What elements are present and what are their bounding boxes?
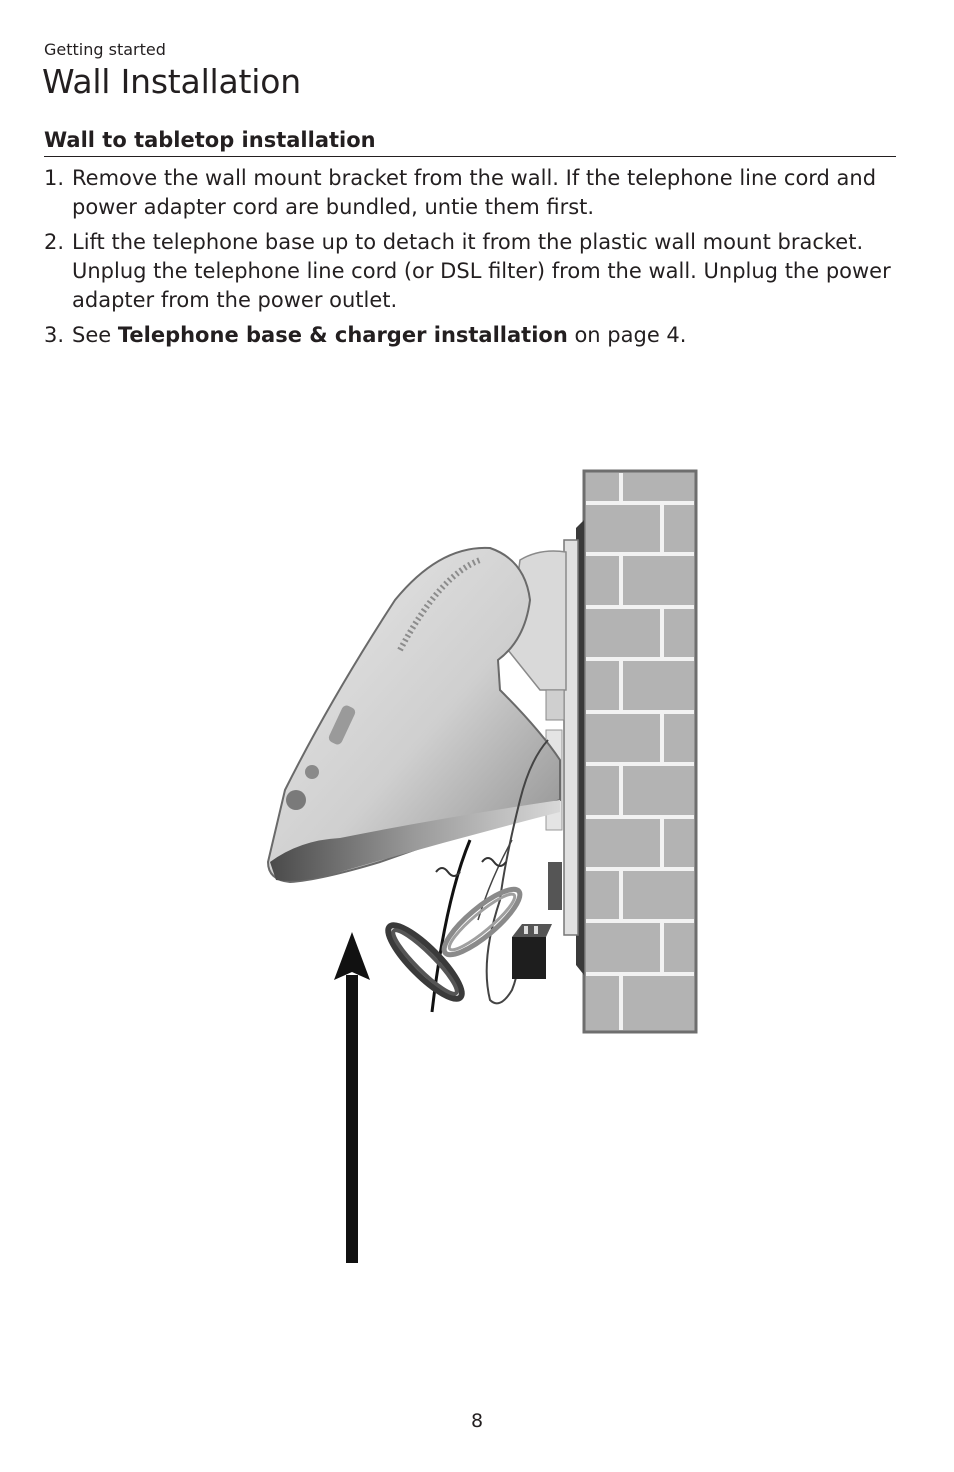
brick-wall: [584, 471, 696, 1032]
step-number: 1.: [44, 166, 65, 190]
steps-list: [44, 164, 904, 356]
step-item: [44, 321, 904, 350]
page-title: Wall Installation: [42, 62, 301, 101]
telephone-base: [268, 548, 560, 882]
telephone-base-on-brick-wall-illustration: [250, 460, 710, 1280]
power-adapter-icon: [512, 924, 552, 979]
step-number: 3.: [44, 323, 65, 347]
step-text-prefix: See: [72, 323, 118, 347]
page-number: 8: [470, 1410, 484, 1432]
up-arrow-icon: [334, 932, 370, 1263]
section-label: Getting started: [44, 40, 166, 59]
step-text-suffix: on page 4.: [567, 323, 687, 347]
step-text: Remove the wall mount bracket from the wall. If the telephone line cord and power adapter cord are bundled, untie them first.: [72, 166, 877, 219]
step-reference: Telephone base & charger installation: [117, 323, 568, 347]
step-item: [44, 228, 904, 315]
subheading: Wall to tabletop installation: [44, 128, 896, 157]
step-number: 2.: [44, 230, 65, 254]
step-text: Lift the telephone base up to detach it from the plastic wall mount bracket. Unplug the telephone line cord (or DSL filter) from the wall. Unplug the power adapter from the power outlet.: [72, 230, 891, 312]
step-item: [44, 164, 904, 222]
